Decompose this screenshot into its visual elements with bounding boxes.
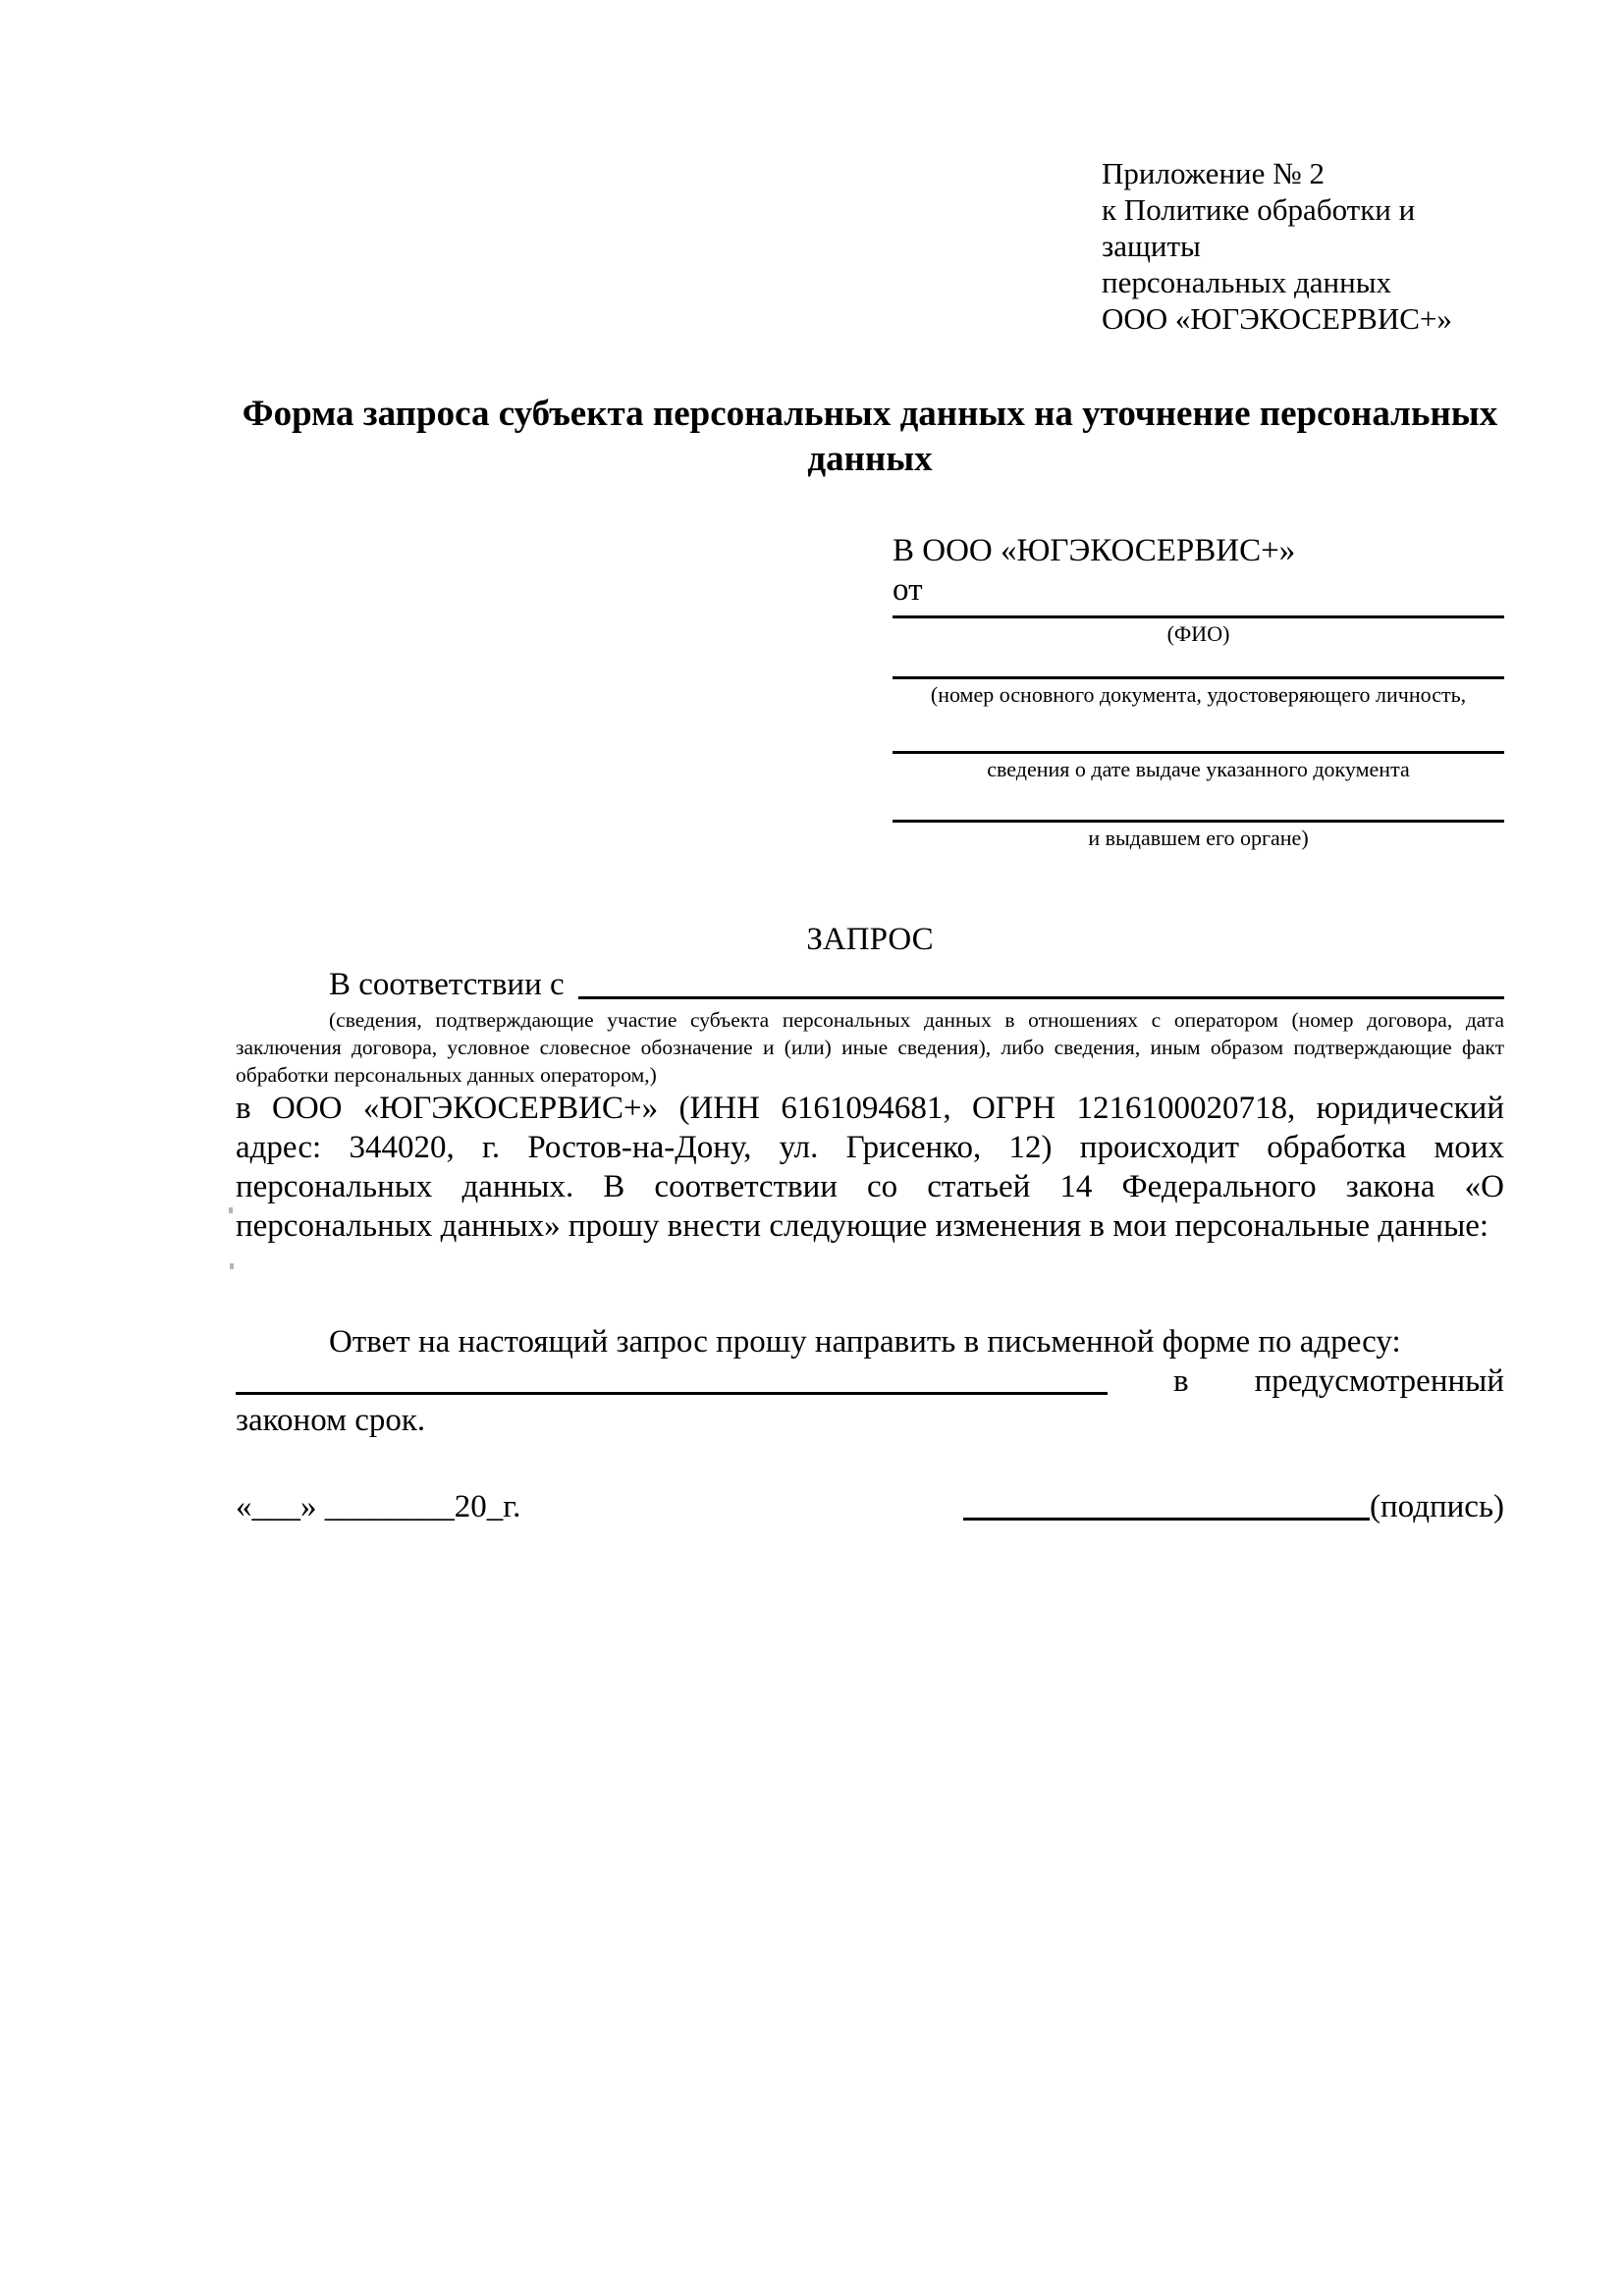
request-intro-caption: (сведения, подтверждающие участие субъекта персональных данных в отношениях с оператором (номер договора, дата заключения договора, условное словесное обозначение и (или) иные сведения), либо сведения, иным образом подтверждающие факт обработки персональных данных оператором,) [236,1008,1504,1087]
document-title: Форма запроса субъекта персональных данных на уточнение персональных данных [242,394,1498,479]
answer-address-blank-line [236,1392,1108,1395]
fio-blank-line [893,610,1504,618]
request-intro-blank-line [578,996,1504,999]
issue-date-field [893,751,1504,782]
document-number-caption: (номер основного документа, удостоверяющего личность, [930,682,1467,707]
document-content [236,155,1504,1526]
answer-address-row [236,1362,1504,1401]
issue-date-caption: сведения о дате выдаче указанного документа [987,757,1410,781]
date-blank: «___» ________20_г. [236,1489,521,1524]
appendix-line-2: к Политике обработки и защиты [1102,192,1416,263]
answer-word-predusmotrenny: предусмотренный [1254,1363,1504,1399]
addressee-from-label: от [893,572,923,608]
appendix-line-1: Приложение № 2 [1102,156,1325,190]
request-intro-prefix: В соответствии с [329,967,565,1002]
appendix-block [1102,155,1504,337]
answer-line-1: Ответ на настоящий запрос прошу направить в письменной форме по адресу: [329,1324,1401,1360]
fio-caption: (ФИО) [1166,621,1230,646]
signature-group [963,1487,1504,1526]
document-number-field [893,676,1504,708]
signature-caption: (подпись) [1370,1489,1504,1524]
issuing-authority-caption: и выдавшем его органе) [1088,826,1309,850]
issuing-authority-field [893,820,1504,851]
faint-dot-2 [230,1263,234,1269]
addressee-block [893,531,1504,851]
answer-line-3: законом срок. [236,1403,426,1438]
addressee-to: В ООО «ЮГЭКОСЕРВИС+» [893,533,1296,568]
appendix-line-3: персональных данных [1102,265,1392,299]
answer-word-v: в [1173,1363,1189,1399]
faint-dot-1 [229,1207,233,1213]
request-intro-row [236,965,1504,1004]
fio-field [893,610,1504,647]
appendix-line-4: ООО «ЮГЭКОСЕРВИС+» [1102,301,1452,336]
signature-blank-line [963,1518,1370,1521]
footer-row [236,1487,1504,1526]
request-heading: ЗАПРОС [806,922,934,957]
request-body-paragraph: в ООО «ЮГЭКОСЕРВИС+» (ИНН 6161094681, ОГРН 1216100020718, юридический адрес: 344020, г. Ростов-на-Дону, ул. Грисенко, 12) происходит обработка моих персональных данных. В соответствии со статьей 14 Федерального закона «О персональных данных» прошу внести следующие изменения в мои персональные данные: [236,1091,1504,1244]
